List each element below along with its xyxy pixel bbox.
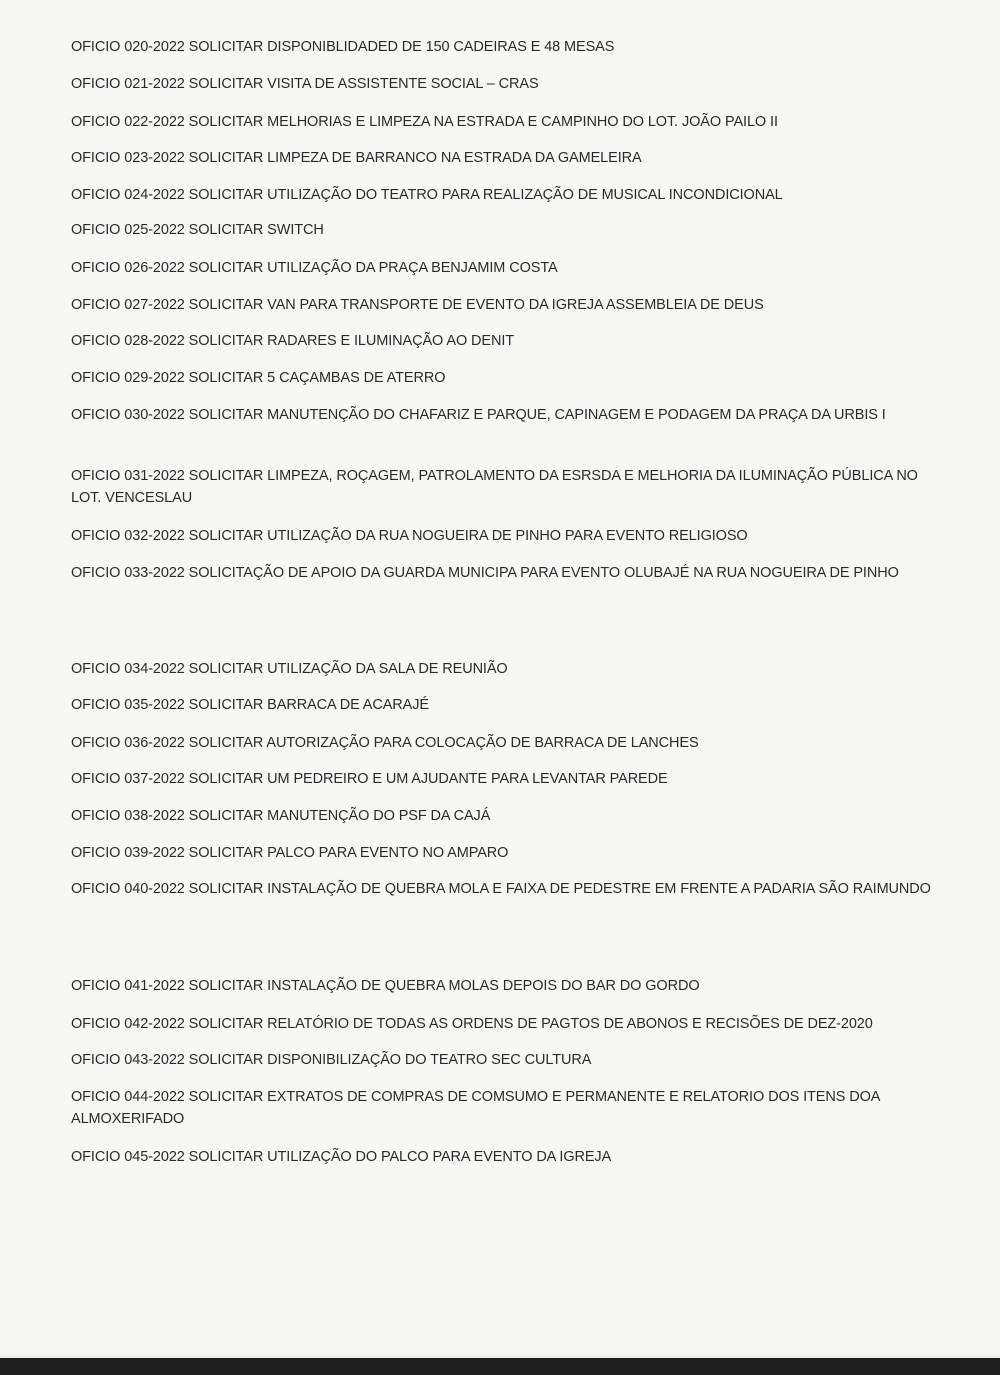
- oficio-entry-036: OFICIO 036-2022 SOLICITAR AUTORIZAÇÃO PARA COLOCAÇÃO DE BARRACA DE LANCHES: [71, 735, 699, 751]
- oficio-entry-041: OFICIO 041-2022 SOLICITAR INSTALAÇÃO DE QUEBRA MOLAS DEPOIS DO BAR DO GORDO: [71, 978, 700, 994]
- oficio-entry-029: OFICIO 029-2022 SOLICITAR 5 CAÇAMBAS DE ATERRO: [71, 370, 446, 386]
- oficio-entry-028: OFICIO 028-2022 SOLICITAR RADARES E ILUMINAÇÃO AO DENIT: [71, 333, 515, 349]
- oficio-entry-020: OFICIO 020-2022 SOLICITAR DISPONIBLIDADED DE 150 CADEIRAS E 48 MESAS: [71, 39, 615, 55]
- oficio-entry-037: OFICIO 037-2022 SOLICITAR UM PEDREIRO E UM AJUDANTE PARA LEVANTAR PAREDE: [71, 771, 668, 787]
- oficio-entry-040: OFICIO 040-2022 SOLICITAR INSTALAÇÃO DE QUEBRA MOLA E FAIXA DE PEDESTRE EM FRENTE A PADARIA SÃO RAIMUNDO: [71, 881, 931, 897]
- oficio-entry-026: OFICIO 026-2022 SOLICITAR UTILIZAÇÃO DA PRAÇA BENJAMIM COSTA: [71, 260, 558, 276]
- scanner-bottom-edge: [0, 1358, 1000, 1375]
- oficio-entry-045: OFICIO 045-2022 SOLICITAR UTILIZAÇÃO DO PALCO PARA EVENTO DA IGREJA: [71, 1149, 612, 1165]
- oficio-entry-043: OFICIO 043-2022 SOLICITAR DISPONIBILIZAÇÃO DO TEATRO SEC CULTURA: [71, 1052, 592, 1068]
- oficio-entry-021: OFICIO 021-2022 SOLICITAR VISITA DE ASSISTENTE SOCIAL – CRAS: [71, 76, 539, 92]
- oficio-entry-027: OFICIO 027-2022 SOLICITAR VAN PARA TRANSPORTE DE EVENTO DA IGREJA ASSEMBLEIA DE DEUS: [71, 297, 764, 313]
- oficio-entry-035: OFICIO 035-2022 SOLICITAR BARRACA DE ACARAJÉ: [71, 697, 429, 713]
- oficio-entry-038: OFICIO 038-2022 SOLICITAR MANUTENÇÃO DO PSF DA CAJÁ: [71, 808, 491, 824]
- oficio-entry-034: OFICIO 034-2022 SOLICITAR UTILIZAÇÃO DA SALA DE REUNIÃO: [71, 661, 508, 677]
- oficio-entry-025: OFICIO 025-2022 SOLICITAR SWITCH: [71, 222, 324, 238]
- oficio-entry-044: OFICIO 044-2022 SOLICITAR EXTRATOS DE COMPRAS DE COMSUMO E PERMANENTE E RELATORIO DOS ITENS DOA ALMOXERIFADO: [71, 1089, 880, 1127]
- oficio-entry-039: OFICIO 039-2022 SOLICITAR PALCO PARA EVENTO NO AMPARO: [71, 845, 509, 861]
- oficio-entry-033: OFICIO 033-2022 SOLICITAÇÃO DE APOIO DA GUARDA MUNICIPA PARA EVENTO OLUBAJÉ NA RUA NOGUEIRA DE PINHO: [71, 565, 899, 581]
- oficio-entry-022: OFICIO 022-2022 SOLICITAR MELHORIAS E LIMPEZA NA ESTRADA E CAMPINHO DO LOT. JOÃO PAILO II: [71, 114, 778, 130]
- oficio-entry-042: OFICIO 042-2022 SOLICITAR RELATÓRIO DE TODAS AS ORDENS DE PAGTOS DE ABONOS E RECISÕES DE DEZ-2020: [71, 1016, 873, 1032]
- oficio-entry-024: OFICIO 024-2022 SOLICITAR UTILIZAÇÃO DO TEATRO PARA REALIZAÇÃO DE MUSICAL INCONDICIONAL: [71, 187, 783, 203]
- oficio-entry-023: OFICIO 023-2022 SOLICITAR LIMPEZA DE BARRANCO NA ESTRADA DA GAMELEIRA: [71, 150, 642, 166]
- oficio-entry-030: OFICIO 030-2022 SOLICITAR MANUTENÇÃO DO CHAFARIZ E PARQUE, CAPINAGEM E PODAGEM DA PRAÇA DA URBIS I: [71, 407, 886, 423]
- oficio-entry-032: OFICIO 032-2022 SOLICITAR UTILIZAÇÃO DA RUA NOGUEIRA DE PINHO PARA EVENTO RELIGIOSO: [71, 528, 748, 544]
- oficio-entry-031: OFICIO 031-2022 SOLICITAR LIMPEZA, ROÇAGEM, PATROLAMENTO DA ESRSDA E MELHORIA DA ILUMINAÇÃO PÚBLICA NO LOT. VENCESLAU: [71, 468, 918, 506]
